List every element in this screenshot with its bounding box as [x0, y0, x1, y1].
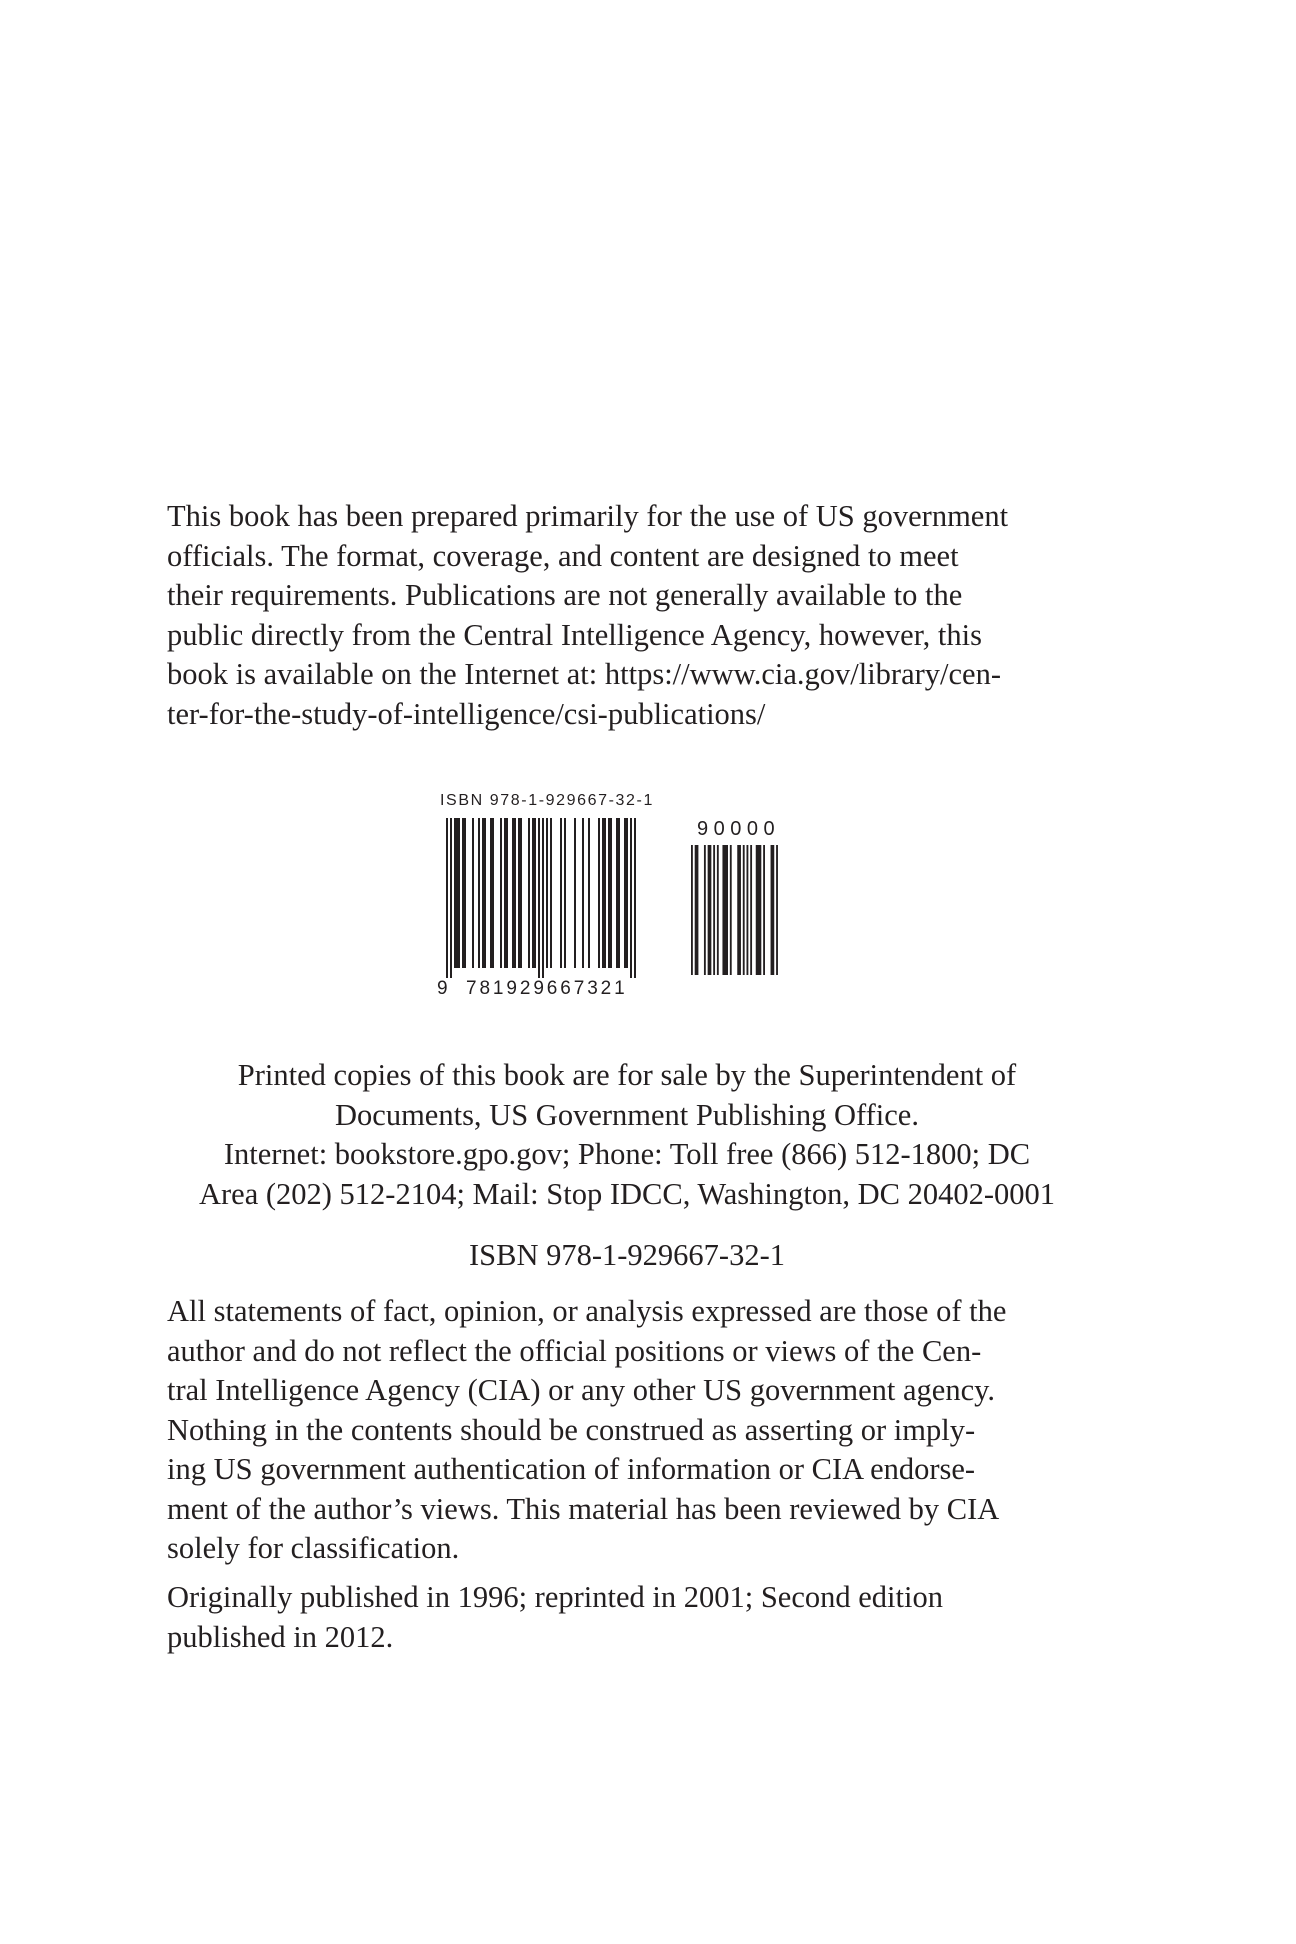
isbn-barcode	[432, 788, 812, 998]
disclaimer-line: solely for classification.	[167, 1531, 460, 1565]
barcode-bar	[512, 818, 516, 968]
barcode-bar	[490, 818, 494, 968]
intro-line: ter-for-the-study-of-intelligence/csi-publications/	[167, 696, 766, 731]
barcode-bar	[624, 818, 628, 968]
barcode-bar	[564, 818, 566, 968]
barcode-bar	[763, 845, 765, 975]
barcode-bar	[730, 845, 732, 975]
barcode-bar	[560, 818, 562, 968]
barcode-bar	[518, 818, 522, 968]
disclaimer-line: Nothing in the contents should be construed as asserting or imply-	[167, 1412, 976, 1447]
intro-line: public directly from the Central Intelligence Agency, however, this	[167, 617, 982, 652]
isbn-number	[167, 1236, 1087, 1276]
sales-line: Area (202) 512-2104; Mail: Stop IDCC, Washington, DC 20402-0001	[198, 1176, 1055, 1211]
intro-line: officials. The format, coverage, and content are designed to meet	[167, 538, 959, 573]
barcode-bar	[630, 818, 632, 978]
barcode-bar	[542, 818, 544, 978]
disclaimer-line: All statements of fact, opinion, or analysis expressed are those of the	[167, 1294, 1007, 1328]
barcode-bar	[743, 845, 745, 975]
barcode-bar	[598, 818, 600, 968]
barcode-bar	[776, 845, 778, 975]
barcode-bar	[616, 818, 620, 968]
intro-line: This book has been prepared primarily for the use of US government	[167, 499, 1009, 533]
barcode-bar	[538, 818, 540, 978]
sales-line: Printed copies of this book are for sale by the Superintendent of	[237, 1058, 1017, 1092]
barcode-bar	[608, 818, 612, 968]
barcode-addon-bars	[691, 845, 778, 975]
barcode-bar	[574, 818, 576, 968]
sales-info	[167, 1056, 1087, 1214]
barcode-bar	[708, 845, 712, 975]
disclaimer-line: tral Intelligence Agency (CIA) or any other US government agency.	[167, 1373, 996, 1407]
barcode-bar	[528, 818, 530, 968]
barcode-bar	[588, 818, 590, 968]
history-line: Originally published in 1996; reprinted in 2001; Second edition	[167, 1580, 943, 1614]
barcode-bar	[602, 818, 606, 968]
disclaimer-paragraph	[167, 1292, 1087, 1569]
disclaimer-line: ment of the author’s views. This material has been reviewed by CIA	[167, 1491, 1000, 1526]
barcode-bar	[532, 818, 536, 968]
barcode-bar	[771, 845, 775, 975]
sales-line: Documents, US Government Publishing Office.	[335, 1097, 919, 1132]
barcode-bar	[450, 818, 452, 978]
barcode-addon-digits: 90000	[697, 818, 781, 840]
barcode-bar	[691, 845, 693, 975]
barcode-bar	[634, 818, 636, 978]
barcode-bar	[504, 818, 508, 968]
barcode-bar	[695, 845, 699, 975]
barcode-bar	[446, 818, 448, 978]
barcode-bar	[462, 818, 466, 968]
barcode-bar	[717, 845, 719, 975]
barcode-bar	[713, 845, 715, 975]
barcode-bar	[750, 845, 752, 975]
history-line: published in 2012.	[167, 1619, 394, 1654]
barcode-bar	[756, 845, 762, 975]
barcode-isbn-label: ISBN 978-1-929667-32-1	[440, 792, 654, 809]
barcode-main-bars	[446, 818, 636, 978]
barcode-bar	[582, 818, 584, 968]
disclaimer-line: ing US government authentication of information or CIA endorse-	[167, 1452, 976, 1486]
barcode-bar	[747, 845, 749, 975]
barcode-bar	[550, 818, 552, 968]
barcode-bar	[482, 818, 486, 968]
barcode-bar	[737, 845, 741, 975]
barcode-bar	[546, 818, 548, 968]
barcode-main-digits: 781929667321	[466, 978, 628, 998]
sales-line: Internet: bookstore.gpo.gov; Phone: Toll free (866) 512-1800; DC	[223, 1137, 1031, 1171]
barcode-graphic	[432, 788, 812, 998]
barcode-bar	[500, 818, 502, 968]
barcode-bar	[722, 845, 728, 975]
disclaimer-line: author and do not reflect the official positions or views of the Cen-	[167, 1333, 982, 1368]
isbn-line: ISBN 978-1-929667-32-1	[469, 1238, 785, 1272]
publication-history	[167, 1578, 1087, 1657]
barcode-bar	[704, 845, 706, 975]
barcode-first-digit: 9	[437, 978, 448, 998]
intro-paragraph	[167, 497, 1087, 734]
barcode-bar	[478, 818, 480, 968]
barcode-bar	[472, 818, 474, 968]
intro-line: their requirements. Publications are not generally available to the	[167, 578, 963, 612]
intro-line: book is available on the Internet at: https://www.cia.gov/library/cen-	[167, 657, 1001, 691]
barcode-bar	[454, 818, 460, 968]
